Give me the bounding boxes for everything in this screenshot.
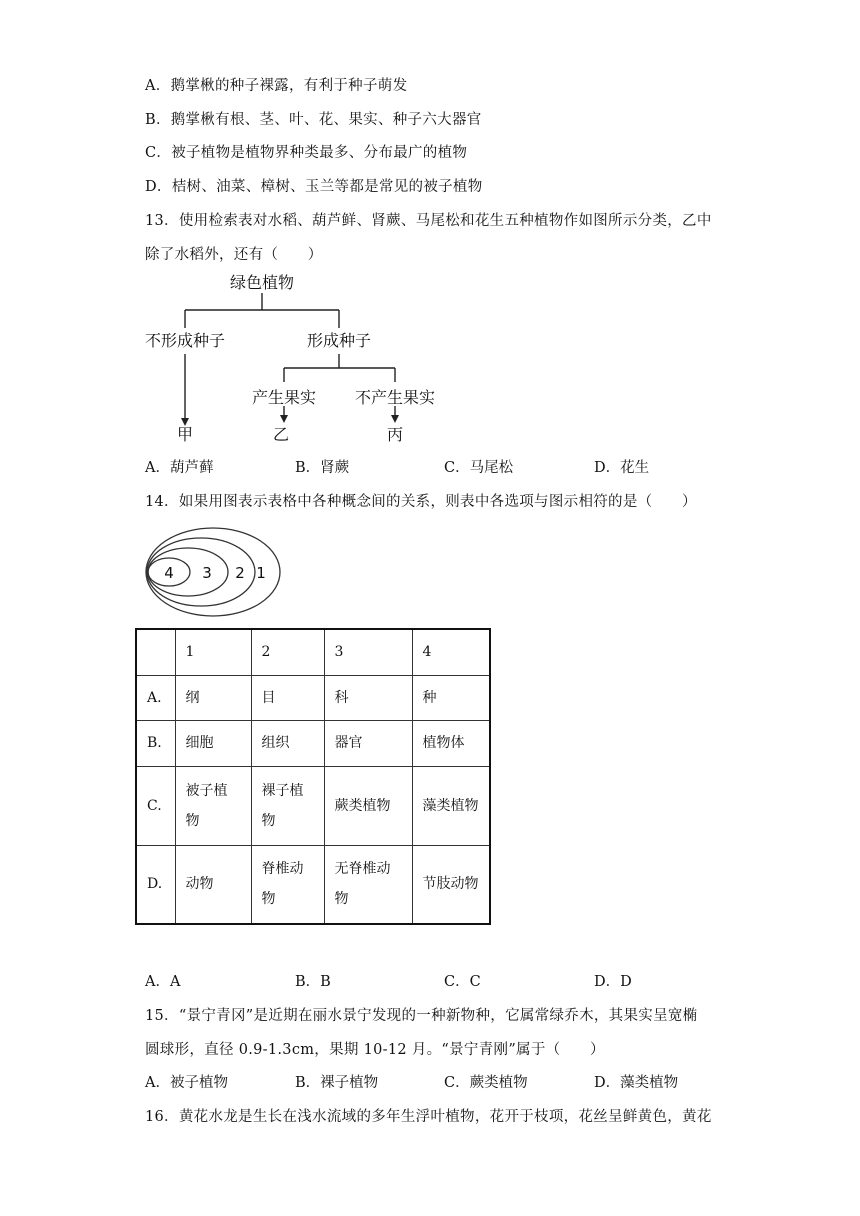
table-cell: 4 bbox=[412, 629, 490, 675]
table-cell bbox=[136, 629, 175, 675]
table-cell: 3 bbox=[324, 629, 412, 675]
table-cell: 种 bbox=[412, 675, 490, 720]
table-cell: 1 bbox=[175, 629, 251, 675]
table-cell: 脊椎动物 bbox=[251, 845, 324, 924]
node-green-plants: 绿色植物 bbox=[229, 273, 295, 292]
q13-stem-line1: 13．使用检索表对水稻、葫芦鲜、肾蕨、马尾松和花生五种植物作如图所示分类，乙中 bbox=[145, 213, 712, 229]
concept-table bbox=[135, 628, 491, 925]
q14-option-d: D．D bbox=[594, 974, 632, 990]
table-row bbox=[136, 720, 490, 766]
table-row bbox=[136, 766, 490, 845]
ellipse-label-1: 1 bbox=[256, 564, 266, 582]
classification-key-diagram bbox=[140, 266, 470, 446]
node-produce-fruit: 产生果实 bbox=[251, 388, 317, 407]
q12-option-b: B．鹅掌楸有根、茎、叶、花、果实、种子六大器官 bbox=[145, 112, 482, 128]
q15-stem-line1: 15．“景宁青冈”是近期在丽水景宁发现的一种新物种，它属常绿乔木，其果实呈宽椭 bbox=[145, 1008, 698, 1024]
table-cell: 被子植物 bbox=[175, 766, 251, 845]
q14-stem: 14．如果用图表示表格中各种概念间的关系，则表中各选项与图示相符的是（ ） bbox=[145, 494, 697, 510]
q13-option-a: A．葫芦藓 bbox=[145, 460, 214, 476]
table-cell: 蕨类植物 bbox=[324, 766, 412, 845]
q14-option-c: C．C bbox=[444, 974, 481, 990]
table-cell: 植物体 bbox=[412, 720, 490, 766]
table-cell: 2 bbox=[251, 629, 324, 675]
table-cell: B. bbox=[136, 720, 175, 766]
node-bing: 丙 bbox=[386, 425, 404, 444]
table-cell: 裸子植物 bbox=[251, 766, 324, 845]
table-cell: 动物 bbox=[175, 845, 251, 924]
q15-option-a: A．被子植物 bbox=[145, 1075, 228, 1091]
ellipse-label-2: 2 bbox=[235, 564, 245, 582]
q14-option-b: B．B bbox=[295, 974, 331, 990]
q15-option-c: C．蕨类植物 bbox=[444, 1075, 528, 1091]
q13-option-d: D．花生 bbox=[594, 460, 650, 476]
node-no-fruit: 不产生果实 bbox=[354, 388, 436, 407]
table-header-row bbox=[136, 629, 490, 675]
nested-ellipses-diagram bbox=[140, 522, 300, 622]
node-no-seed: 不形成种子 bbox=[144, 331, 226, 350]
q13-option-b: B．肾蕨 bbox=[295, 460, 350, 476]
ellipse-label-3: 3 bbox=[202, 564, 212, 582]
q15-option-d: D．藻类植物 bbox=[594, 1075, 679, 1091]
q16-stem-line1: 16．黄花水龙是生长在浅水流域的多年生浮叶植物，花开于枝项，花丝呈鲜黄色，黄花 bbox=[145, 1109, 712, 1125]
node-form-seed: 形成种子 bbox=[306, 331, 372, 350]
q13-option-c: C．马尾松 bbox=[444, 460, 514, 476]
table-cell: D. bbox=[136, 845, 175, 924]
ellipse-label-4: 4 bbox=[164, 564, 174, 582]
q12-option-a: A．鹅掌楸的种子裸露，有利于种子萌发 bbox=[145, 78, 408, 94]
table-cell: 纲 bbox=[175, 675, 251, 720]
table-cell: 科 bbox=[324, 675, 412, 720]
node-yi: 乙 bbox=[272, 425, 290, 444]
q13-stem-line2: 除了水稻外，还有（ ） bbox=[145, 247, 323, 263]
table-cell: C. bbox=[136, 766, 175, 845]
node-jia: 甲 bbox=[176, 425, 194, 444]
q12-option-d: D．桔树、油菜、樟树、玉兰等都是常见的被子植物 bbox=[145, 179, 483, 195]
table-cell: A. bbox=[136, 675, 175, 720]
table-cell: 藻类植物 bbox=[412, 766, 490, 845]
q14-option-a: A．A bbox=[145, 974, 181, 990]
table-row bbox=[136, 845, 490, 924]
table-cell: 细胞 bbox=[175, 720, 251, 766]
table-cell: 器官 bbox=[324, 720, 412, 766]
table-cell: 节肢动物 bbox=[412, 845, 490, 924]
table-row bbox=[136, 675, 490, 720]
q12-option-c: C．被子植物是植物界种类最多、分布最广的植物 bbox=[145, 145, 468, 161]
q15-stem-line2: 圆球形，直径 0.9-1.3cm，果期 10-12 月。“景宁青刚”属于（ ） bbox=[145, 1042, 605, 1058]
q15-option-b: B．裸子植物 bbox=[295, 1075, 379, 1091]
table-cell: 无脊椎动物 bbox=[324, 845, 412, 924]
table-cell: 目 bbox=[251, 675, 324, 720]
table-cell: 组织 bbox=[251, 720, 324, 766]
